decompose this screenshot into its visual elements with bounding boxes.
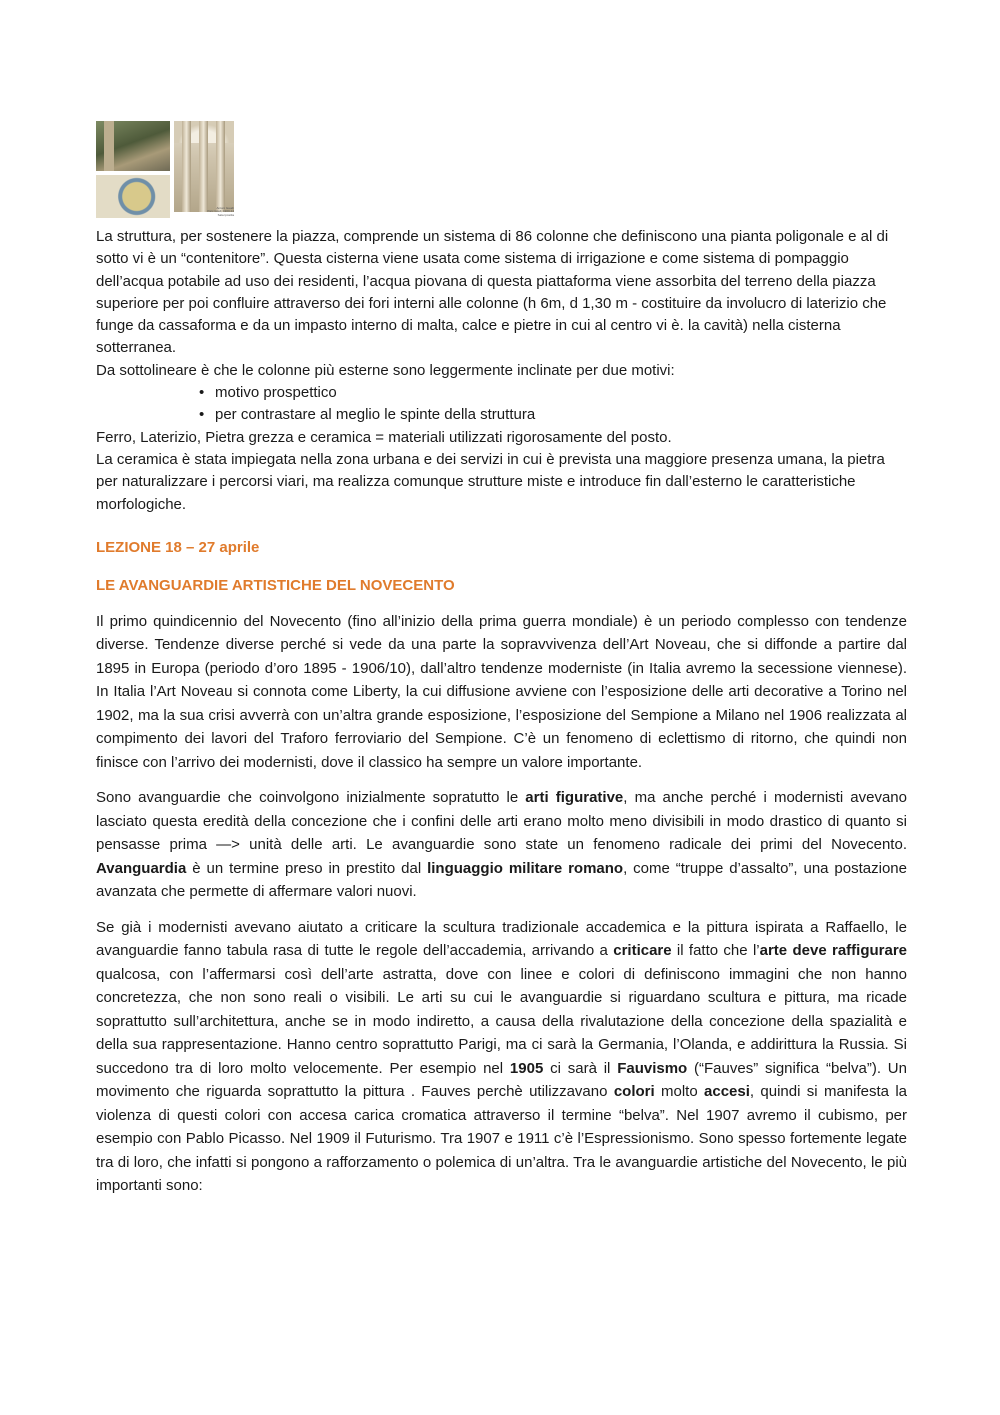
bold-term: 1905 xyxy=(509,1059,544,1077)
text-run: , quindi si manifesta la violenza di questi colori con accesa carica cromatica attraverso il termine “belva”. Nel 1907 avremo il cubismo, per esempio con Pablo Picasso. Nel 1909 il Futurismo. Tra 1907 e 1911 c’è l’Espressionismo. Sono spesso fortemente legate tra di loro, che infatti si pongono a rafforzamento o polemica di un’altra. Tra le avanguardie artistiche del Novecento, le più importanti sono: xyxy=(96,1083,908,1195)
text-run: il fatto che l’ xyxy=(671,942,760,960)
parc-guell-photo-collage xyxy=(96,121,236,218)
paragraph-avanguardie xyxy=(96,786,907,904)
bold-term: arte deve raffigurare xyxy=(759,942,908,960)
photo-ceiling-mosaic xyxy=(96,175,170,218)
paragraph-modernisti xyxy=(96,916,907,1198)
intro-paragraph: La struttura, per sostenere la piazza, comprende un sistema di 86 colonne che definiscono una pianta poligonale e al di sotto vi è un “contenitore”. Questa cisterna viene usata come sistema di irrigazione e come sistema di pompaggio dell’acqua potabile ad uso dei residenti, l’acqua piovana di questa piattaforma viene assorbita del terreno della piazza superiore per poi confluire attraverso dei fori interni alle colonne (h 6m, d 1,30 m - costituire da involucro di laterizio che funge da cassaforma e da un impasto interno di malta, calce e pietre in cui al centro vi è. la cavità) nella cisterna sotterranea. xyxy=(96,228,889,357)
bold-term: linguaggio militare romano xyxy=(427,859,624,877)
bold-term: arti figurative xyxy=(525,789,624,807)
photo-caption: Antoni Gaudí Parc Güell, 1900-14 Sala Ipòstila xyxy=(207,206,234,217)
text-run: , ma anche perché i modernisti avevano lasciato questa eredità della concezione che i confini delle arti erano molto meno divisibili in modo drastico di quanto si pensasse prima —> unità delle arti. Le avanguardie sono state un fenomeno radicale dei primi del Novecento. xyxy=(96,789,907,854)
list-item: • motivo prospettico xyxy=(96,382,907,404)
bold-term: Avanguardia xyxy=(96,859,187,877)
text-run: ci sarà il xyxy=(543,1059,618,1077)
text-run: molto xyxy=(654,1083,705,1101)
photo-hypostyle-hall xyxy=(174,121,234,212)
intro-note: Da sottolineare è che le colonne più esterne sono leggermente inclinate per due motivi: xyxy=(96,361,675,379)
text-run: , come “truppe d’assalto”, una postazione avanzata che permette di affermare valori nuovi. xyxy=(96,859,907,901)
ceramics-paragraph: La ceramica è stata impiegata nella zona urbana e dei servizi in cui è prevista una maggiore presenza umana, la pietra per naturalizzare i percorsi viari, ma realizza comunque strutture miste e introduce fin dall’esterno le caratteristiche morfologiche. xyxy=(96,450,885,513)
text-run: Se già i modernisti avevano aiutato a criticare la scultura tradizionale accademica e la pittura ispirata a Raffaello, le avanguardie fanno tabula rasa di tutte le regole dell’accademia, arrivando a xyxy=(96,918,907,960)
paragraph-novecento: Il primo quindicennio del Novecento (fino all’inizio della prima guerra mondiale) è un periodo complesso con tendenze diverse. Tendenze diverse perché si vede da una parte la sopravvivenza dell’Art Noveau, che si diffonde a partire dal 1895 in Europa (periodo d’oro 1895 - 1906/10), dall’altro tendenze moderniste (in Italia avremo la secessione viennese). In Italia l’Art Noveau si connota come Liberty, la cui diffusione avviene con l’esposizione delle arti decorative a Torino nel 1902, ma la sua crisi avverrà con un’altra grande esposizione, l’esposizione del Sempione a Milano nel 1906 realizzata al compimento dei lavori del Traforo ferroviario del Sempione. C’è un fenomeno di eclettismo di ritorno, che quindi non finisce con l’arrivo dei modernisti, dove il classico ha sempre un valore importante. xyxy=(96,612,907,771)
bold-term: Fauvismo xyxy=(617,1059,688,1077)
photo-colonnade xyxy=(96,121,170,171)
bullet-icon: • xyxy=(199,406,205,424)
bold-term: criticare xyxy=(613,942,672,960)
text-run: Sono avanguardie che coinvolgono inizialmente sopratutto le xyxy=(96,789,526,807)
bullet-list xyxy=(96,382,907,427)
list-item: • per contrastare al meglio le spinte della struttura xyxy=(96,404,907,426)
document-page xyxy=(96,121,907,1198)
text-run: qualcosa, con l’affermarsi così dell’arte astratta, dove con linee e colori di definiscono immagini che non hanno concretezza, che non sono reali o visibili. Le arti su cui le avanguardie si riguardano scultura e pittura, ma ricade soprattutto sull’architettura, anche se in modo indiretto, a causa della rivalutazione della concezione della spazialità e della sua rappresentazione. Hanno centro soprattutto Parigi, ma ci sarà la Germania, l’Olanda, e addirittura la Russia. Si succedono tra di loro molto velocemente. Per esempio nel xyxy=(96,965,907,1077)
lesson-title: LEZIONE 18 – 27 aprile xyxy=(96,538,260,556)
bold-term: colori xyxy=(613,1083,655,1101)
materials-line: Ferro, Laterizio, Pietra grezza e ceramica = materiali utilizzati rigorosamente del posto. xyxy=(96,428,672,446)
section-title: LE AVANGUARDIE ARTISTICHE DEL NOVECENTO xyxy=(96,576,455,594)
bullet-icon: • xyxy=(199,384,205,402)
bold-term: accesi xyxy=(704,1083,750,1101)
text-run: è un termine preso in prestito dal xyxy=(186,859,428,877)
text-run: (“Fauves” significa “belva”). Un movimento che riguarda soprattutto la pittura . Fauves perchè utilizzavano xyxy=(96,1059,907,1101)
